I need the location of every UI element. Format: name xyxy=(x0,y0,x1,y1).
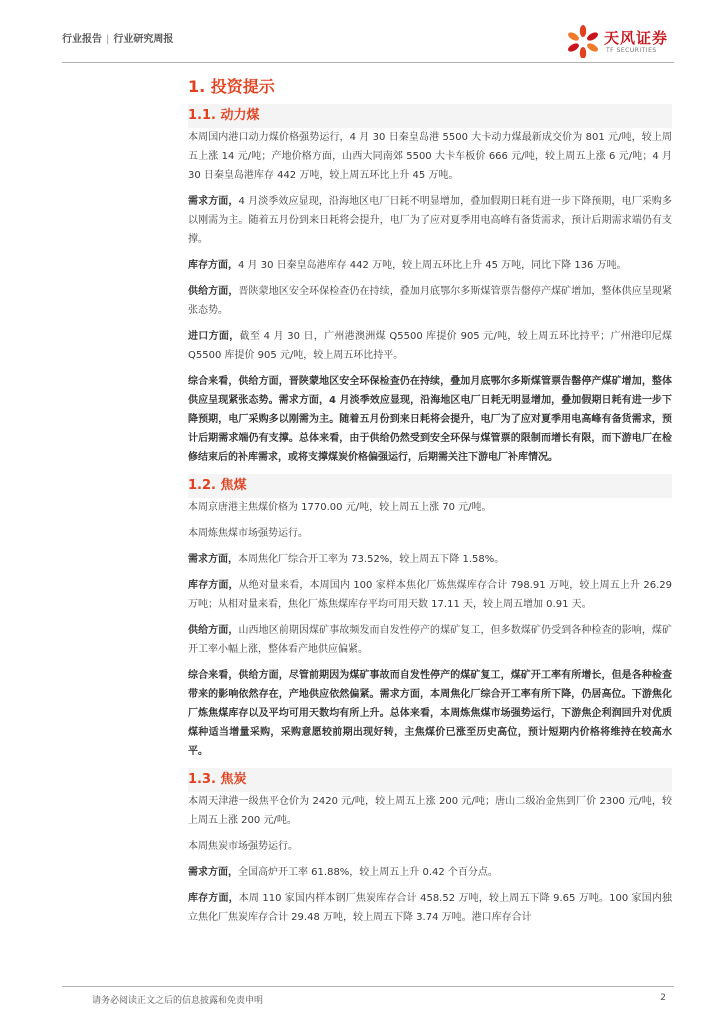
breadcrumb-subcategory: 行业研究周报 xyxy=(113,34,174,45)
subsection-title: 1.3. 焦炭 xyxy=(188,772,247,787)
paragraph: 本周炼焦煤市场强势运行。 xyxy=(188,528,308,539)
paragraph: 本周京唐港主焦煤价格为 1770.00 元/吨，较上周五上涨 70 元/吨。 xyxy=(188,502,492,513)
paragraph-lead: 供给方面， xyxy=(188,286,239,297)
paragraph: 本周焦炭市场强势运行。 xyxy=(188,841,298,852)
paragraph: 需求方面，全国高炉开工率 61.88%，较上周五上升 0.42 个百分点。 xyxy=(188,867,498,878)
page-header xyxy=(62,22,674,58)
paragraph-lead: 库存方面， xyxy=(188,893,239,904)
logo-flower-icon xyxy=(564,22,602,58)
subsection-coke xyxy=(188,768,672,927)
summary-paragraph: 综合来看，供给方面，尽管前期因为煤矿事故而自发性停产的煤矿复工，煤矿开工率有所增长，但是各种检查带来的影响依然存在，产地供应依然偏紧。需求方面，本周焦化厂综合开工率有所下降，仍居高位。下游焦化厂炼焦煤库存以及平均可用天数均有所上升。总体来看，本周炼焦煤市场强势运行，下游焦企利润回升对优质煤种适当增量采购，采购意愿较前期出现好转，主焦煤价已涨至历史高位，预计短期内价格将维持在较高水平。 xyxy=(188,670,672,757)
paragraph: 供给方面，山西地区前期因煤矿事故频发而自发性停产的煤矿复工，但多数煤矿仍受到各种检查的影响，煤矿开工率小幅上涨，整体看产地供应偏紧。 xyxy=(188,625,673,655)
footer-divider xyxy=(62,986,674,987)
company-logo xyxy=(564,22,674,58)
report-body xyxy=(188,70,672,934)
paragraph: 库存方面，4 月 30 日秦皇岛港库存 442 万吨，较上周五环比上升 45 万吨，同比下降 136 万吨。 xyxy=(188,260,627,271)
paragraph-lead: 需求方面， xyxy=(188,196,239,207)
paragraph: 库存方面，本周 110 家国内样本钢厂焦炭库存合计 458.52 万吨，较上周五下降 9.65 万吨。100 家国内独立焦化厂焦炭库存合计 29.48 万吨，较上周五下降 3.74 万吨。港口库存合计 xyxy=(188,893,673,923)
paragraph: 需求方面，4 月淡季效应显现，沿海地区电厂日耗不明显增加，叠加假期日耗有进一步下降预期，电厂采购多以刚需为主。随着五月份到来日耗将会提升，电厂为了应对夏季用电高峰有备货需求，预计后期需求端仍有支撑。 xyxy=(188,196,673,245)
subsection-header xyxy=(188,474,672,498)
subsection-title: 1.1. 动力煤 xyxy=(188,108,260,123)
paragraph: 进口方面，截至 4 月 30 日，广州港澳洲煤 Q5500 库提价 905 元/吨，较上周五环比持平；广州港印尼煤 Q5500 库提价 905 元/吨，较上周五环比持平。 xyxy=(188,331,673,361)
paragraph: 库存方面，从绝对量来看，本周国内 100 家样本焦化厂炼焦煤库存合计 798.91 万吨，较上周五上升 26.29 万吨；从相对量来看，焦化厂炼焦煤库存平均可用天数 17.11 天，较上周五增加 0.91 天。 xyxy=(188,580,673,610)
paragraph: 本周天津港一级焦平仓价为 2420 元/吨，较上周五上涨 200 元/吨；唐山二级冶金焦到厂价 2300 元/吨，较上周五上涨 200 元/吨。 xyxy=(188,796,672,826)
disclaimer-note: 请务必阅读正文之后的信息披露和免责申明 xyxy=(92,996,264,1006)
paragraph: 供给方面，晋陕蒙地区安全环保检查仍在持续，叠加月底鄂尔多斯煤管票告罄停产煤矿增加，整体供应呈现紧张态势。 xyxy=(188,286,673,316)
subsection-thermal-coal xyxy=(188,104,672,467)
paragraph-lead: 库存方面， xyxy=(188,580,239,591)
summary-paragraph: 综合来看，供给方面，晋陕蒙地区安全环保检查仍在持续，叠加月底鄂尔多斯煤管票告罄停产煤矿增加，整体供应呈现紧张态势。需求方面，4 月淡季效应显现，沿海地区电厂日耗无明显增加，叠加假期日耗有进一步下降预期，电厂采购多以刚需为主。随着五月份到来日耗将会提升，电厂为了应对夏季用电高峰有备货需求，预计后期需求端仍有支撑。总体来看，由于供给仍然受到安全环保与煤管票的限制而增长有限，而下游电厂在检修结束后的补库需求，或将支撑煤炭价格偏强运行，后期需关注下游电厂补库情况。 xyxy=(188,376,672,463)
paragraph-lead: 库存方面， xyxy=(188,260,238,271)
paragraph-lead: 需求方面， xyxy=(188,867,238,878)
breadcrumb-category: 行业报告 xyxy=(62,34,102,45)
subsection-coking-coal xyxy=(188,474,672,761)
paragraph: 需求方面，本周焦化厂综合开工率为 73.52%，较上周五下降 1.58%。 xyxy=(188,554,505,565)
paragraph-lead: 进口方面， xyxy=(188,331,240,342)
subsection-title: 1.2. 焦煤 xyxy=(188,478,247,493)
logo-subtitle: TF SECURITIES xyxy=(606,47,657,54)
paragraph-lead: 需求方面， xyxy=(188,554,238,565)
section-title: 1. 投资提示 xyxy=(188,77,275,96)
subsection-header xyxy=(188,768,672,792)
paragraph-lead: 供给方面， xyxy=(188,625,239,636)
paragraph: 本周国内港口动力煤价格强势运行，4 月 30 日秦皇岛港 5500 大卡动力煤最新成交价为 801 元/吨，较上周五上涨 14 元/吨；产地价格方面，山西大同南郊 5500 大卡车板价 666 元/吨，较上周五上涨 6 元/吨；4 月 30 日秦皇岛港库存 442 万吨，较上周五环比上升 45 万吨。 xyxy=(188,132,672,181)
header-divider xyxy=(62,62,674,63)
subsection-header xyxy=(188,104,672,128)
logo-name: 天风证券 xyxy=(604,29,669,47)
breadcrumb xyxy=(62,30,173,45)
breadcrumb-separator: | xyxy=(106,34,110,45)
page-number: 2 xyxy=(660,993,666,1003)
